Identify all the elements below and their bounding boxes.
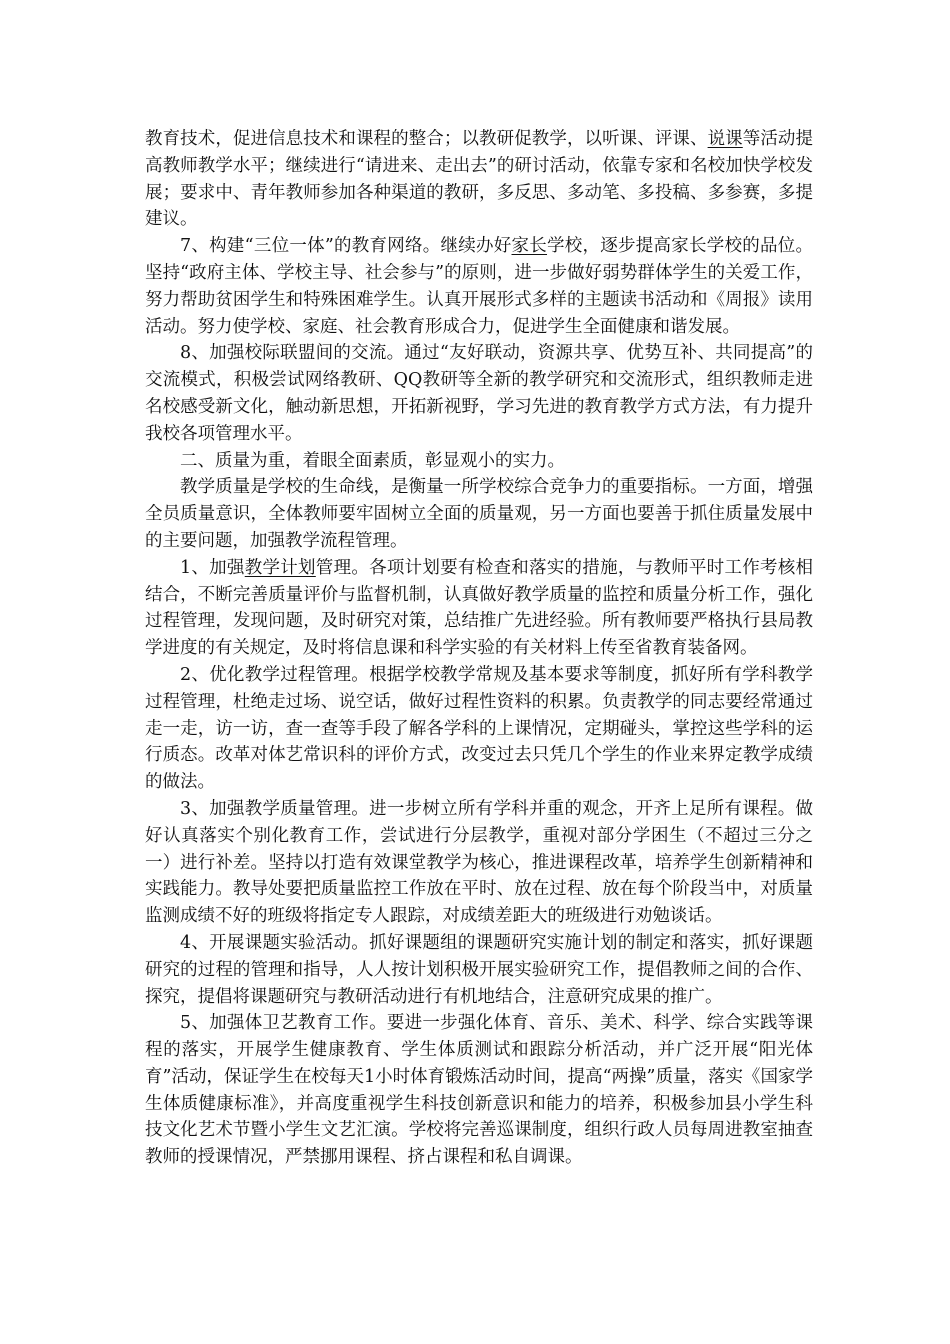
paragraph <box>145 233 813 340</box>
paragraph <box>145 930 813 1010</box>
paragraph-text: 管理。各项计划要有检查和落实的措施，与教师平时工作考核相结合，不断完善质量评价与监督机制，认真做好教学质量的监控和质量分析工作，强化过程管理，发现问题，及时研究对策，总结推广先进经验。所有教师要严格执行县局教学进度的有关规定，及时将信息课和科学实验的有关材料上传至省教育装备网。 <box>145 557 814 659</box>
paragraph-text: 3、加强教学质量管理。进一步树立所有学科并重的观念，开齐上足所有课程。做好认真落实个别化教育工作，尝试进行分层教学，重视对部分学困生（不超过三分之一）进行补差。坚持以打造有效课堂教学为核心，推进课程改革，培养学生创新精神和实践能力。教导处要把质量监控工作放在平时、放在过程、放在每个阶段当中，对质量监测成绩不好的班级将指定专人跟踪，对成绩差距大的班级进行劝勉谈话。 <box>145 798 813 927</box>
paragraph-text: 7、构建“三位一体”的教育网络。继续办好 <box>180 236 512 257</box>
paragraph-text: 二、质量为重，着眼全面素质，彰显观小的实力。 <box>180 450 565 471</box>
paragraph-text: 8、加强校际联盟间的交流。通过“友好联动，资源共享、优势互补、共同提高”的交流模式，积极尝试网络教研、QQ教研等全新的教学研究和交流形式，组织教师走进名校感受新文化，触动新思想，开拓新视野，学习先进的教育教学方式方法，有力提升我校各项管理水平。 <box>145 343 813 444</box>
paragraph-text: 5、加强体卫艺教育工作。要进一步强化体育、音乐、美术、科学、综合实践等课程的落实，开展学生健康教育、学生体质测试和跟踪分析活动，并广泛开展“阳光体育”活动，保证学生在校每天1小时体育锻炼活动时间，提高“两操”质量，落实《国家学生体质健康标准》，并高度重视学生科技创新意识和能力的培养，积极参加县小学生科技文化艺术节暨小学生文艺汇演。学校将完善巡课制度，组织行政人员每周进教室抽查教师的授课情况，严禁挪用课程、挤占课程和私自调课。 <box>145 1013 813 1168</box>
paragraph-text: 4、开展课题实验活动。抓好课题组的课题研究实施计划的制定和落实，抓好课题研究的过程的管理和指导，人人按计划积极开展实验研究工作，提倡教师之间的合作、探究，提倡将课题研究与教研活动进行有机地结合，注意研究成果的推广。 <box>145 932 813 1007</box>
paragraph <box>145 474 813 554</box>
paragraph-text: 学校，逐步提高家长学校的品位。坚持“政府主体、学校主导、社会参与”的原则，进一步做好弱势群体学生的关爱工作，努力帮助贫困学生和特殊困难学生。认真开展形式多样的主题读书活动和《周报》读用活动。努力使学校、家庭、社会教育形成合力，促进学生全面健康和谐发展。 <box>145 236 814 337</box>
paragraph-text: 2、优化教学过程管理。根据学校教学常规及基本要求等制度，抓好所有学科教学过程管理，杜绝走过场、说空话，做好过程性资料的积累。负责教学的同志要经常通过走一走，访一访，查一查等手段了解各学科的上课情况，定期碰头，掌控这些学科的运行质态。改革对体艺常识科的评价方式，改变过去只凭几个学生的作业来界定教学成绩的做法。 <box>145 664 813 793</box>
paragraph-text: 等活动提高教师教学水平；继续进行“请进来、走出去”的研讨活动，依靠专家和名校加快学校发展；要求中、青年教师参加各种渠道的教研，多反思、多动笔、多投稿、多参赛，多提建议。 <box>145 129 814 230</box>
paragraph-text: 1、加强 <box>180 557 245 578</box>
paragraph-text: 教育技术，促进信息技术和课程的整合；以教研促教学，以听课、评课、 <box>145 129 708 149</box>
paragraph <box>145 126 813 233</box>
paragraph <box>145 1010 813 1171</box>
paragraph <box>145 796 813 930</box>
link-jiaoxuejihua[interactable]: 教学计划 <box>244 557 316 578</box>
paragraph <box>145 662 813 796</box>
link-jiazhang[interactable]: 家长 <box>511 236 548 257</box>
link-shuoke[interactable]: 说课 <box>707 129 743 149</box>
paragraph <box>145 555 813 662</box>
paragraph-text: 教学质量是学校的生命线，是衡量一所学校综合竞争力的重要指标。一方面，增强全员质量意识，全体教师要牢固树立全面的质量观，另一方面也要善于抓住质量发展中的主要问题，加强教学流程管理。 <box>145 477 813 551</box>
paragraph <box>145 340 813 447</box>
document-body <box>145 126 813 1171</box>
paragraph <box>145 448 813 475</box>
